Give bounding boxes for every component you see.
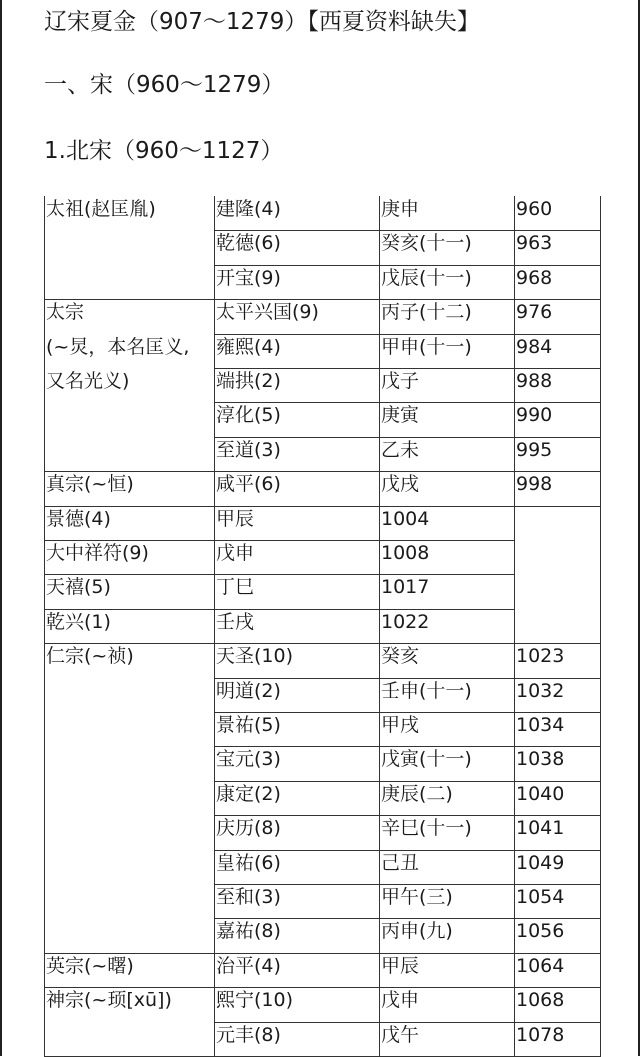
ganzhi-cell: 甲午(三) bbox=[381, 886, 453, 908]
table-rule bbox=[214, 781, 601, 782]
year-cell: 1068 bbox=[516, 989, 565, 1012]
table-rule bbox=[44, 540, 515, 541]
emperor-cell bbox=[44, 196, 214, 299]
table-rule bbox=[44, 987, 601, 988]
year-cell: 1056 bbox=[516, 920, 565, 943]
emperor-cell bbox=[44, 574, 214, 608]
emperor-name-line: 又名光义) bbox=[46, 369, 130, 392]
era-cell: 至道(3) bbox=[216, 438, 281, 461]
ganzhi-cell: 1008 bbox=[381, 542, 430, 564]
page-left-border bbox=[0, 0, 2, 1056]
emperor-name-line: 太宗 bbox=[46, 301, 85, 324]
era-cell: 端拱(2) bbox=[216, 370, 281, 392]
ganzhi-cell: 戊子 bbox=[381, 370, 420, 392]
ganzhi-cell: 甲辰 bbox=[381, 954, 420, 977]
era-cell: 皇祐(6) bbox=[216, 851, 281, 874]
table-rule bbox=[44, 471, 601, 472]
table-rule bbox=[379, 196, 380, 1056]
table-rule bbox=[214, 884, 601, 885]
table-rule bbox=[214, 815, 601, 816]
emperor-cell bbox=[44, 471, 214, 505]
table-rule bbox=[214, 437, 601, 438]
section-heading: 一、宋（960～1279） bbox=[44, 72, 285, 98]
year-cell: 1038 bbox=[516, 748, 565, 771]
table-rule bbox=[214, 850, 601, 851]
emperor-name-line: 神宗(~顼[xū]) bbox=[46, 989, 172, 1012]
year-cell: 988 bbox=[516, 370, 553, 392]
table-rule bbox=[214, 678, 601, 679]
emperor-cell bbox=[44, 609, 214, 643]
ganzhi-cell: 庚申 bbox=[381, 198, 420, 220]
year-cell: 990 bbox=[516, 404, 553, 427]
year-cell: 1054 bbox=[516, 886, 565, 908]
table-rule bbox=[514, 196, 515, 1056]
year-cell: 1040 bbox=[516, 782, 565, 805]
ganzhi-cell: 戊午 bbox=[381, 1023, 420, 1046]
table-rule bbox=[214, 1022, 601, 1023]
era-cell: 至和(3) bbox=[216, 886, 281, 908]
era-cell: 治平(4) bbox=[216, 954, 281, 977]
emperor-name-line: (~炅，本名匡义, bbox=[46, 335, 190, 358]
table-rule bbox=[214, 196, 215, 1056]
era-cell: 丁巳 bbox=[216, 576, 255, 599]
emperor-name-line: 大中祥符(9) bbox=[46, 542, 149, 564]
era-cell: 甲辰 bbox=[216, 507, 255, 530]
emperor-name-line: 太祖(赵匡胤) bbox=[46, 198, 156, 220]
era-cell: 建隆(4) bbox=[216, 198, 281, 220]
emperor-cell bbox=[44, 643, 214, 953]
table-rule bbox=[214, 334, 601, 335]
era-cell: 宝元(3) bbox=[216, 748, 281, 771]
table-rule bbox=[214, 712, 601, 713]
ganzhi-cell: 辛巳(十一) bbox=[381, 817, 472, 840]
era-cell: 淳化(5) bbox=[216, 404, 281, 427]
year-cell: 1078 bbox=[516, 1023, 565, 1046]
table-rule bbox=[44, 609, 515, 610]
era-cell: 嘉祐(8) bbox=[216, 920, 281, 943]
year-cell: 984 bbox=[516, 335, 553, 358]
table-rule bbox=[600, 196, 601, 1056]
era-cell: 康定(2) bbox=[216, 782, 281, 805]
year-cell: 998 bbox=[516, 473, 553, 496]
table-rule bbox=[214, 918, 601, 919]
era-cell: 庆历(8) bbox=[216, 817, 281, 840]
table-rule bbox=[44, 643, 601, 644]
table-rule bbox=[44, 299, 601, 300]
ganzhi-cell: 壬申(十一) bbox=[381, 679, 472, 702]
ganzhi-cell: 戊戌 bbox=[381, 473, 420, 496]
emperor-cell bbox=[44, 540, 214, 574]
ganzhi-cell: 庚寅 bbox=[381, 404, 420, 427]
ganzhi-cell: 1017 bbox=[381, 576, 430, 599]
ganzhi-cell: 戊寅(十一) bbox=[381, 748, 472, 771]
table-rule bbox=[44, 574, 515, 575]
ganzhi-cell: 1022 bbox=[381, 610, 430, 633]
emperor-name-line: 天禧(5) bbox=[46, 576, 111, 599]
table-rule bbox=[214, 368, 601, 369]
emperor-cell bbox=[44, 953, 214, 987]
era-cell: 天圣(10) bbox=[216, 645, 294, 668]
emperor-name-line: 景德(4) bbox=[46, 507, 111, 530]
emperor-cell bbox=[44, 299, 214, 471]
era-cell: 元丰(8) bbox=[216, 1023, 281, 1046]
table-rule bbox=[214, 746, 601, 747]
reign-table bbox=[44, 196, 600, 1056]
ganzhi-cell: 丙申(九) bbox=[381, 920, 453, 943]
year-cell: 963 bbox=[516, 232, 553, 255]
ganzhi-cell: 1004 bbox=[381, 507, 430, 530]
ganzhi-cell: 癸亥(十一) bbox=[381, 232, 472, 255]
ganzhi-cell: 丙子(十二) bbox=[381, 301, 472, 324]
ganzhi-cell: 己丑 bbox=[381, 851, 420, 874]
emperor-name-line: 仁宗(~祯) bbox=[46, 645, 134, 668]
year-cell: 1049 bbox=[516, 851, 565, 874]
era-cell: 开宝(9) bbox=[216, 266, 281, 289]
emperor-cell bbox=[44, 506, 214, 540]
era-cell: 雍熙(4) bbox=[216, 335, 281, 358]
year-cell: 960 bbox=[516, 198, 553, 220]
emperor-name-line: 乾兴(1) bbox=[46, 610, 111, 633]
era-cell: 太平兴国(9) bbox=[216, 301, 319, 324]
era-cell: 咸平(6) bbox=[216, 473, 281, 496]
era-cell: 明道(2) bbox=[216, 679, 281, 702]
year-cell: 1041 bbox=[516, 817, 565, 840]
page-title: 辽宋夏金（907～1279）【西夏资料缺失】 bbox=[44, 9, 480, 35]
year-cell: 968 bbox=[516, 266, 553, 289]
year-cell: 976 bbox=[516, 301, 553, 324]
emperor-cell bbox=[44, 987, 214, 1056]
emperor-name-line: 英宗(~曙) bbox=[46, 954, 134, 977]
ganzhi-cell: 甲申(十一) bbox=[381, 335, 472, 358]
table-rule bbox=[214, 265, 601, 266]
table-rule bbox=[44, 196, 45, 1056]
subsection-heading: 1.北宋（960～1127） bbox=[44, 138, 284, 164]
era-cell: 乾德(6) bbox=[216, 232, 281, 255]
ganzhi-cell: 甲戌 bbox=[381, 714, 420, 736]
era-cell: 壬戌 bbox=[216, 610, 255, 633]
emperor-name-line: 真宗(~恒) bbox=[46, 473, 134, 496]
year-cell: 995 bbox=[516, 438, 553, 461]
year-cell: 1034 bbox=[516, 714, 565, 736]
ganzhi-cell: 癸亥 bbox=[381, 645, 420, 668]
table-rule bbox=[44, 953, 601, 954]
ganzhi-cell: 戊辰(十一) bbox=[381, 266, 472, 289]
table-rule bbox=[214, 402, 601, 403]
era-cell: 熙宁(10) bbox=[216, 989, 294, 1012]
table-rule bbox=[44, 506, 601, 507]
year-cell: 1023 bbox=[516, 645, 565, 668]
ganzhi-cell: 庚辰(二) bbox=[381, 782, 453, 805]
ganzhi-cell: 戊申 bbox=[381, 989, 420, 1012]
year-cell: 1064 bbox=[516, 954, 565, 977]
year-cell: 1032 bbox=[516, 679, 565, 702]
ganzhi-cell: 乙未 bbox=[381, 438, 420, 461]
era-cell: 景祐(5) bbox=[216, 714, 281, 736]
era-cell: 戊申 bbox=[216, 542, 255, 564]
table-rule bbox=[214, 230, 601, 231]
